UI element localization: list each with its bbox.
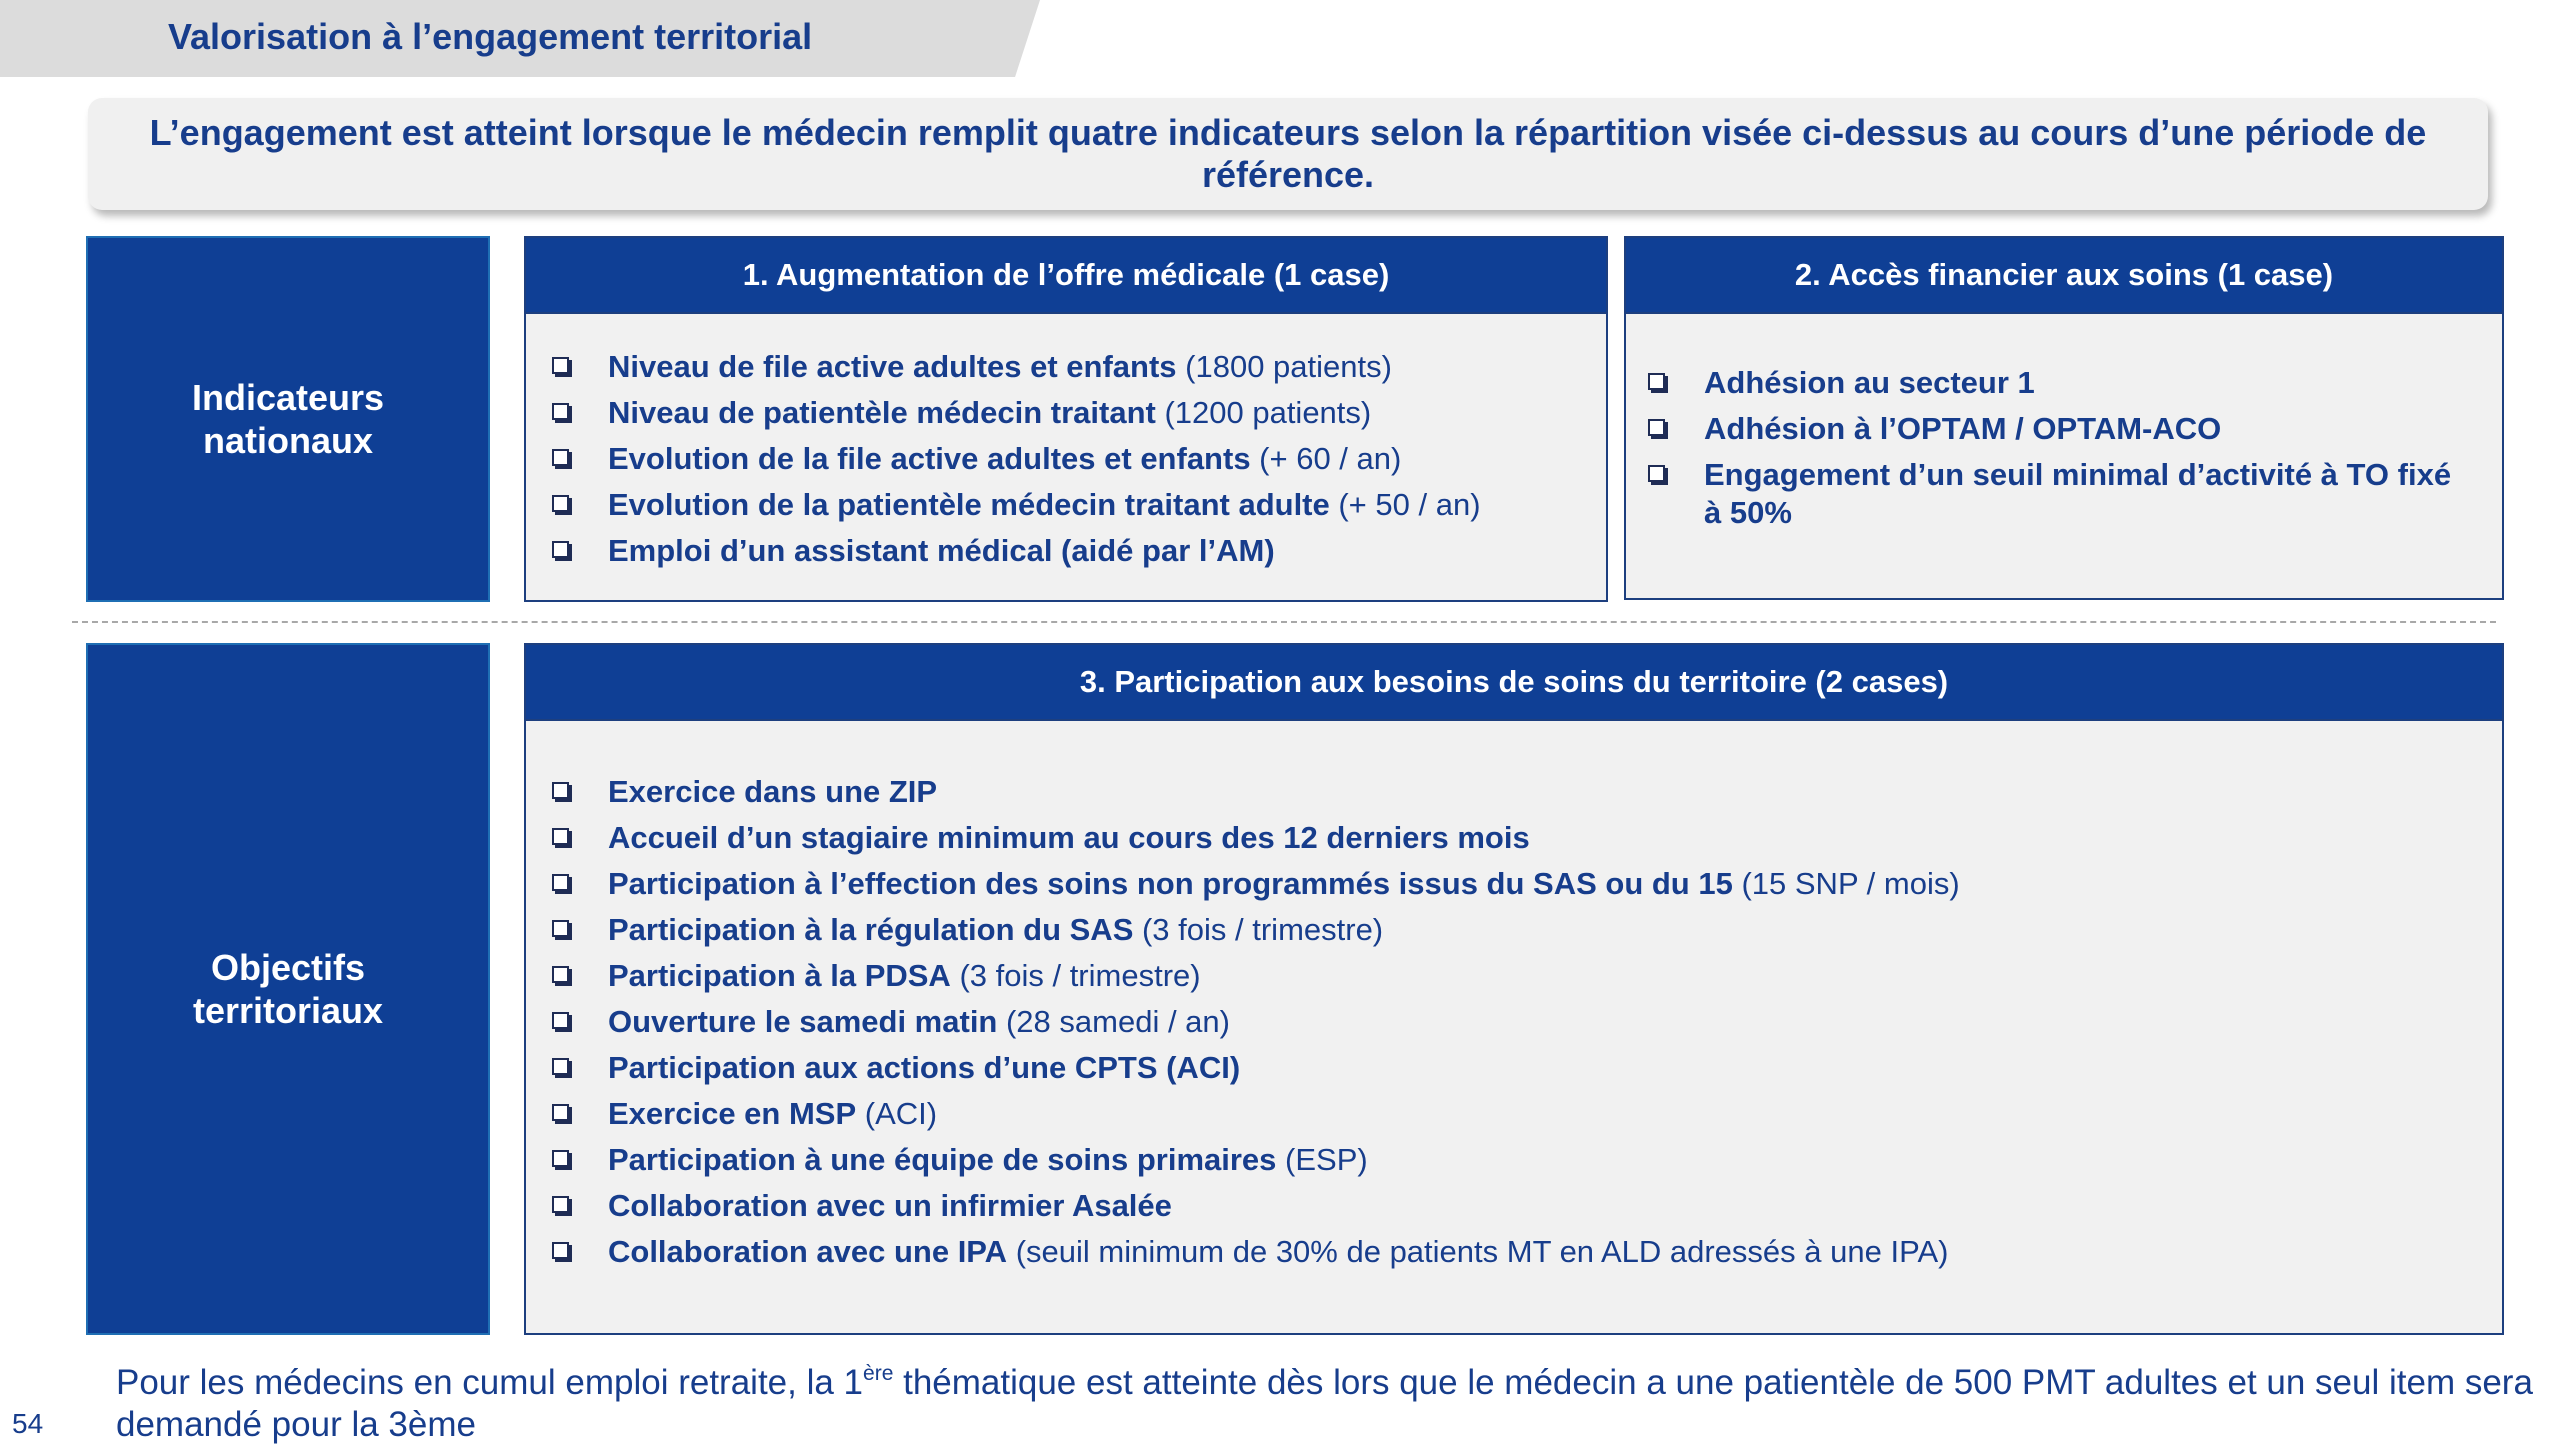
list-item-bold: Participation à une équipe de soins primaires <box>608 1142 1277 1177</box>
list-item <box>550 394 1580 432</box>
footer-note-sup: ère <box>863 1362 894 1385</box>
list-item-bold: Niveau de patientèle médecin traitant <box>608 395 1156 430</box>
checkbox-bullet-icon <box>552 1104 569 1121</box>
panel-offre-medicale-list <box>550 348 1580 578</box>
side-label-territorial-text: Objectifs territoriaux <box>192 947 384 1031</box>
list-item <box>550 348 1580 386</box>
panel-offre-medicale <box>524 236 1608 602</box>
list-item-bold: Niveau de file active adultes et enfants <box>608 349 1177 384</box>
side-label-national-text: Indicateurs nationaux <box>191 377 385 461</box>
checkbox-bullet-icon <box>1648 419 1665 436</box>
list-item <box>550 957 2470 995</box>
list-item <box>1646 410 2466 448</box>
checkbox-bullet-icon <box>552 1012 569 1029</box>
engagement-banner <box>88 98 2488 210</box>
list-item-detail: (ACI) <box>856 1096 938 1131</box>
list-item-bold: Exercice dans une ZIP <box>608 774 938 809</box>
footer-note-after: thématique est atteinte dès lors que le médecin a une patientèle de 500 PMT adultes et un seul item sera demandé pour la 3ème <box>116 1363 2533 1444</box>
checkbox-bullet-icon <box>552 449 569 466</box>
footer-note-before: Pour les médecins en cumul emploi retraite, la 1 <box>116 1363 864 1402</box>
checkbox-bullet-icon <box>552 1196 569 1213</box>
panel-acces-financier-title: 2. Accès financier aux soins (1 case) <box>1794 257 2334 292</box>
list-item <box>1646 364 2466 402</box>
list-item-bold: Exercice en MSP <box>608 1096 857 1131</box>
list-item <box>550 1141 2470 1179</box>
checkbox-bullet-icon <box>552 782 569 799</box>
list-item <box>550 1049 2470 1087</box>
checkbox-bullet-icon <box>552 403 569 420</box>
list-item-detail: (15 SNP / mois) <box>1732 866 1960 901</box>
page-number: 54 <box>12 1408 44 1439</box>
list-item <box>550 1187 2470 1225</box>
checkbox-bullet-icon <box>552 357 569 374</box>
list-item-bold: Ouverture le samedi matin <box>608 1004 998 1039</box>
panel-besoins-territoire <box>524 643 2504 1335</box>
checkbox-bullet-icon <box>552 495 569 512</box>
page-title: Valorisation à l’engagement territorial <box>168 16 813 57</box>
section-divider <box>72 621 2496 623</box>
checkbox-bullet-icon <box>1648 373 1665 390</box>
list-item <box>550 865 2470 903</box>
panel-acces-financier-list <box>1646 364 2466 540</box>
panel-offre-medicale-header <box>526 238 1606 314</box>
list-item-detail: (seuil minimum de 30% de patients MT en ALD adressés à une IPA) <box>1007 1234 1949 1269</box>
checkbox-bullet-icon <box>552 1242 569 1259</box>
list-item-bold: Engagement d’un seuil minimal d’activité à TO fixé à 50% <box>1704 457 2452 530</box>
panel-offre-medicale-title: 1. Augmentation de l’offre médicale (1 case) <box>742 257 1390 292</box>
side-label-national <box>86 236 490 602</box>
panel-acces-financier <box>1624 236 2504 600</box>
checkbox-bullet-icon <box>552 541 569 558</box>
side-label-territorial <box>86 643 490 1335</box>
list-item-bold: Collaboration avec une IPA <box>608 1234 1008 1269</box>
list-item <box>1646 456 2466 532</box>
list-item-detail: (1800 patients) <box>1176 349 1392 384</box>
list-item-bold: Accueil d’un stagiaire minimum au cours des 12 derniers mois <box>608 820 1530 855</box>
list-item <box>550 773 2470 811</box>
list-item-bold: Evolution de la file active adultes et enfants <box>608 441 1251 476</box>
checkbox-bullet-icon <box>552 828 569 845</box>
checkbox-bullet-icon <box>552 1150 569 1167</box>
checkbox-bullet-icon <box>552 1058 569 1075</box>
checkbox-bullet-icon <box>552 966 569 983</box>
list-item <box>550 532 1580 570</box>
footer-note <box>116 1362 2536 1446</box>
list-item-detail: (3 fois / trimestre) <box>1133 912 1384 947</box>
list-item-bold: Participation à la régulation du SAS <box>608 912 1134 947</box>
list-item-bold: Emploi d’un assistant médical (aidé par l’AM) <box>608 533 1275 568</box>
panel-besoins-territoire-title: 3. Participation aux besoins de soins du territoire (2 cases) <box>1079 664 1949 699</box>
panel-besoins-territoire-list <box>550 773 2470 1279</box>
list-item <box>550 1233 2470 1271</box>
list-item-bold: Evolution de la patientèle médecin traitant adulte <box>608 487 1330 522</box>
checkbox-bullet-icon <box>1648 465 1665 482</box>
list-item-bold: Adhésion au secteur 1 <box>1704 365 2035 400</box>
list-item-detail: (+ 60 / an) <box>1250 441 1402 476</box>
list-item <box>550 911 2470 949</box>
checkbox-bullet-icon <box>552 874 569 891</box>
checkbox-bullet-icon <box>552 920 569 937</box>
list-item-bold: Adhésion à l’OPTAM / OPTAM-ACO <box>1704 411 2222 446</box>
list-item <box>550 1003 2470 1041</box>
list-item-detail: (ESP) <box>1276 1142 1368 1177</box>
banner-text: L’engagement est atteint lorsque le médecin remplit quatre indicateurs selon la répartition visée ci-dessus au cours d’une période de référence. <box>149 112 2427 195</box>
list-item <box>550 440 1580 478</box>
list-item-bold: Participation à l’effection des soins non programmés issus du SAS ou du 15 <box>608 866 1733 901</box>
panel-acces-financier-header <box>1626 238 2502 314</box>
list-item <box>550 1095 2470 1133</box>
list-item <box>550 486 1580 524</box>
panel-besoins-territoire-header <box>526 645 2502 721</box>
list-item <box>550 819 2470 857</box>
list-item-detail: (3 fois / trimestre) <box>950 958 1201 993</box>
list-item-detail: (1200 patients) <box>1155 395 1372 430</box>
list-item-bold: Participation aux actions d’une CPTS (ACI) <box>608 1050 1241 1085</box>
list-item-detail: (28 samedi / an) <box>997 1004 1230 1039</box>
list-item-detail: (+ 50 / an) <box>1329 487 1481 522</box>
list-item-bold: Participation à la PDSA <box>608 958 951 993</box>
list-item-bold: Collaboration avec un infirmier Asalée <box>608 1188 1172 1223</box>
